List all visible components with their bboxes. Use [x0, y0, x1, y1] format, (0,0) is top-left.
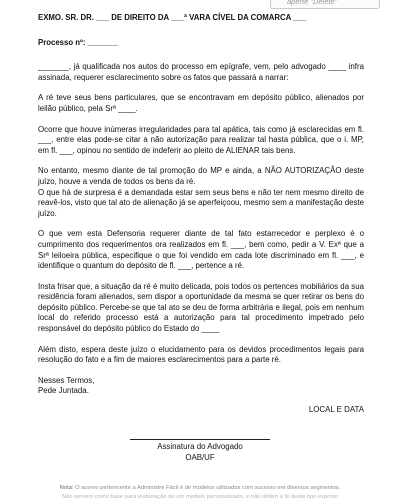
paragraph-bens: A ré teve seus bens particulares, que se encontravam em depósito público, alienados por leilão público, pela Srª ____. — [38, 93, 364, 113]
local-date: LOCAL E DATA — [308, 405, 364, 415]
paragraph-nao-autorizacao: No entanto, mesmo diante de tal promoção do MP e ainda, a NÃO AUTORIZAÇÃO deste juízo, houve a venda de todos os bens da ré. — [38, 166, 364, 186]
paragraph-defensoria: O que vem esta Defensoria requerer diante de tal fato estarrecedor e perplexo é o cumprimento dos requerimentos ora realizados em fl. ___, bem como, pedir a V. Exª que a Srª leiloeira pública, especifique o que foi vendido em cada lote discriminado em fl. ___, e identifique o quantum do depósito de fl. ___, pertence a ré. — [38, 229, 364, 271]
footer-note-line2: Não servem como base para elaboração de um modelo personalizado, e não obtêm a fé deste tipo exposto — [61, 494, 339, 500]
document-body — [38, 13, 364, 416]
signature-name: Assinatura do Advogado — [157, 442, 243, 451]
footer-note-label: Nota: — [59, 485, 74, 491]
signature-block — [0, 439, 400, 463]
paragraph-surpresa: O que há de surpresa é a demandada estar sem seus bens e não ter nem mesmo direito de reavê-los, visto que tal ato de alienação já se aperfeiçoou, mesmo sem a manifestação deste juízo. — [38, 187, 364, 218]
paragraph-irregularidades: Ocorre que houve inúmeras irregularidades para tal apática, tais como já esclarecidas em fl. ___, entre elas pode-se citar a não autorização para realizar tal hasta pública, que o i. MP, em fl. ___, opinou no sentido de indeferir ao pleito de ALIENAR tais bens. — [38, 124, 364, 155]
paragraph-insta-frisar: Insta frisar que, a situação da ré é muito delicada, pois todos os pertences mobiliários da sua residência foram alienados, sem dispor a oportunidade da mesma se quer retirar os bens do depósito público. Percebe-se que tal ato se deu de forma arbitrária e ilegal, pois em nenhum local do referido processo está a autorização para tal procedimento impetrado pelo responsável do depósito público do Estado do ____ — [38, 281, 364, 334]
footer-note — [0, 485, 400, 492]
footer-note-text: O acervo pertencente a Administre Fácil é de modelos utilizados com sucesso em diversos segmentos. — [73, 485, 341, 491]
closing-termos: Nesses Termos, — [38, 375, 95, 385]
paragraph-alem-disto: Além disto, espera deste juízo o elucidamento para os devidos procedimentos legais para resolução do fato e a fim de maiores esclarecimentos para a parte ré. — [38, 344, 364, 365]
signature-line — [130, 439, 270, 440]
search-hint: aperte "Delete" — [287, 0, 338, 6]
signature-oab: OAB/UF — [185, 452, 215, 462]
search-box[interactable] — [270, 0, 380, 9]
document-header: EXMO. SR. DR. ___ DE DIREITO DA ___ª VARA CÍVEL DA COMARCA ___ — [38, 13, 307, 22]
processo-number: Processo nº: _______ — [38, 37, 118, 47]
closing-juntada: Pede Juntada. — [38, 386, 89, 396]
paragraph-qualification: _______, já qualificada nos autos do processo em epígrafe, vem, pelo advogado ____ infra assinada, requerer esclarecimento sobre os fatos que passará a narrar: — [38, 62, 364, 82]
